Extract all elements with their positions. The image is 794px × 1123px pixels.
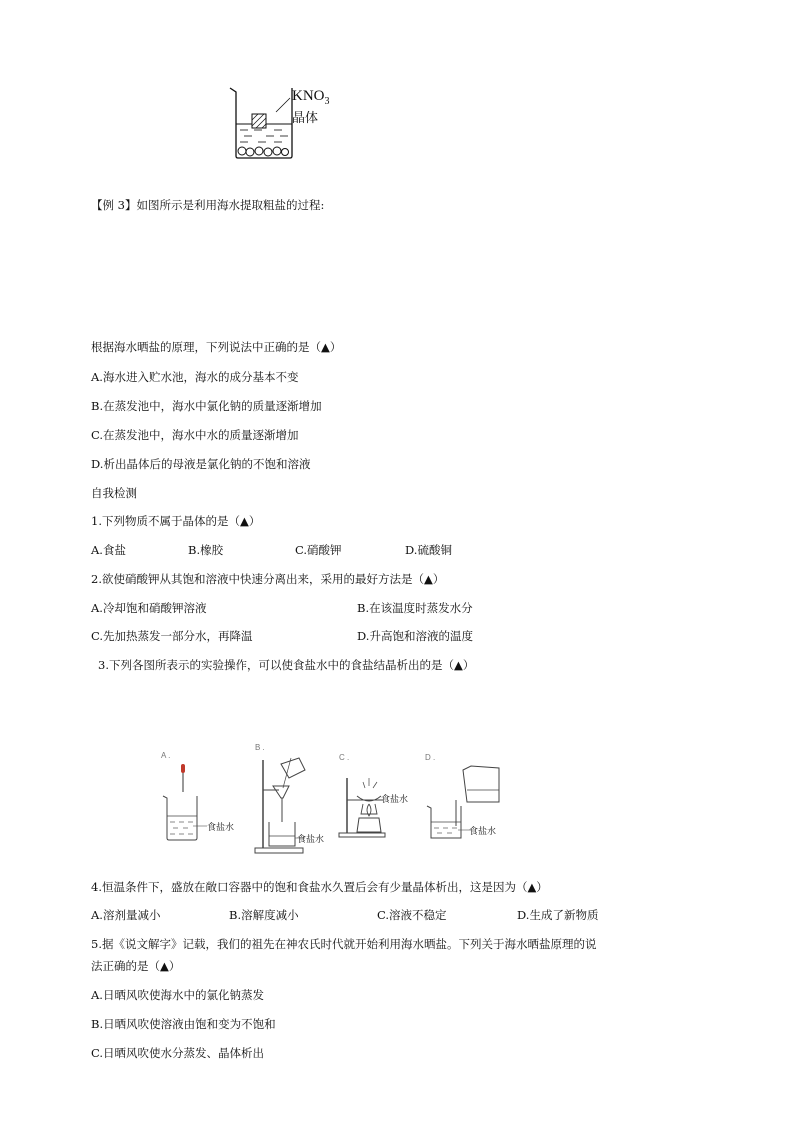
apparatus-a-saltwater-label: 食盐水 bbox=[207, 822, 235, 832]
example3-question: 根据海水晒盐的原理，下列说法中正确的是（▲） bbox=[91, 340, 342, 354]
q1-option-d: D.硫酸铜 bbox=[405, 543, 452, 557]
q2-stem: 2.欲使硝酸钾从其饱和溶液中快速分离出来，采用的最好方法是（▲） bbox=[91, 572, 445, 586]
apparatus-c bbox=[339, 753, 408, 837]
q2-option-a: A.冷却饱和硝酸钾溶液 bbox=[91, 601, 207, 615]
q1-option-c: C.硝酸钾 bbox=[295, 543, 342, 557]
apparatus-b-saltwater-label: 食盐水 bbox=[297, 834, 325, 844]
apparatus-c-label: C . bbox=[339, 753, 350, 762]
kno3-subscript: 3 bbox=[324, 96, 330, 107]
apparatus-d-label: D . bbox=[425, 753, 436, 762]
crystal-label: 晶体 bbox=[292, 111, 319, 126]
apparatus-b-label: B . bbox=[255, 743, 265, 752]
example3-option-a: A.海水进入贮水池，海水的成分基本不变 bbox=[91, 370, 299, 384]
q2-option-b: B.在该温度时蒸发水分 bbox=[357, 601, 473, 615]
q5-stem-line1: 5.据《说文解字》记载，我们的祖先在神农氏时代就开始利用海水晒盐。下列关于海水晒盐原理的说 bbox=[91, 937, 597, 951]
kno3-label bbox=[292, 88, 330, 127]
q2-option-d: D.升高饱和溶液的温度 bbox=[357, 629, 473, 643]
apparatus-a-label: A . bbox=[161, 751, 171, 760]
q5-option-c: C.日晒风吹使水分蒸发、晶体析出 bbox=[91, 1046, 265, 1060]
example3-title: 【例 3】如图所示是利用海水提取粗盐的过程: bbox=[91, 198, 325, 212]
q4-option-b: B.溶解度减小 bbox=[229, 908, 299, 922]
apparatus-b bbox=[255, 743, 324, 853]
apparatus-d-saltwater-label: 食盐水 bbox=[469, 826, 497, 836]
q4-option-c: C.溶液不稳定 bbox=[377, 908, 447, 922]
self-check-heading: 自我检测 bbox=[91, 486, 137, 500]
example3-option-d: D.析出晶体后的母液是氯化钠的不饱和溶液 bbox=[91, 457, 311, 471]
apparatus-c-saltwater-label: 食盐水 bbox=[381, 794, 409, 804]
dropper-bulb bbox=[181, 764, 185, 773]
q3-apparatus-figure bbox=[155, 738, 515, 860]
q4-option-d: D.生成了新物质 bbox=[517, 908, 599, 922]
q5-option-b: B.日晒风吹使溶液由饱和变为不饱和 bbox=[91, 1017, 276, 1031]
kno3-label-text: KNO bbox=[292, 88, 325, 104]
apparatus-a bbox=[161, 751, 234, 840]
q2-option-c: C.先加热蒸发一部分水，再降温 bbox=[91, 629, 253, 643]
example3-option-c: C.在蒸发池中，海水中水的质量逐渐增加 bbox=[91, 428, 299, 442]
q3-stem: 3.下列各图所表示的实验操作，可以使食盐水中的食盐结晶析出的是（▲） bbox=[98, 658, 475, 672]
example3-option-b: B.在蒸发池中，海水中氯化钠的质量逐渐增加 bbox=[91, 399, 322, 413]
q1-option-a: A.食盐 bbox=[91, 543, 126, 557]
q1-stem: 1.下列物质不属于晶体的是（▲） bbox=[91, 514, 261, 528]
q5-option-a: A.日晒风吹使海水中的氯化钠蒸发 bbox=[91, 988, 264, 1002]
q1-option-b: B.橡胶 bbox=[188, 543, 224, 557]
q4-stem: 4.恒温条件下，盛放在敞口容器中的饱和食盐水久置后会有少量晶体析出，这是因为（▲） bbox=[91, 880, 548, 894]
q4-option-a: A.溶剂量减小 bbox=[91, 908, 161, 922]
apparatus-d bbox=[425, 753, 499, 838]
q5-stem-line2: 法正确的是（▲） bbox=[91, 959, 181, 973]
